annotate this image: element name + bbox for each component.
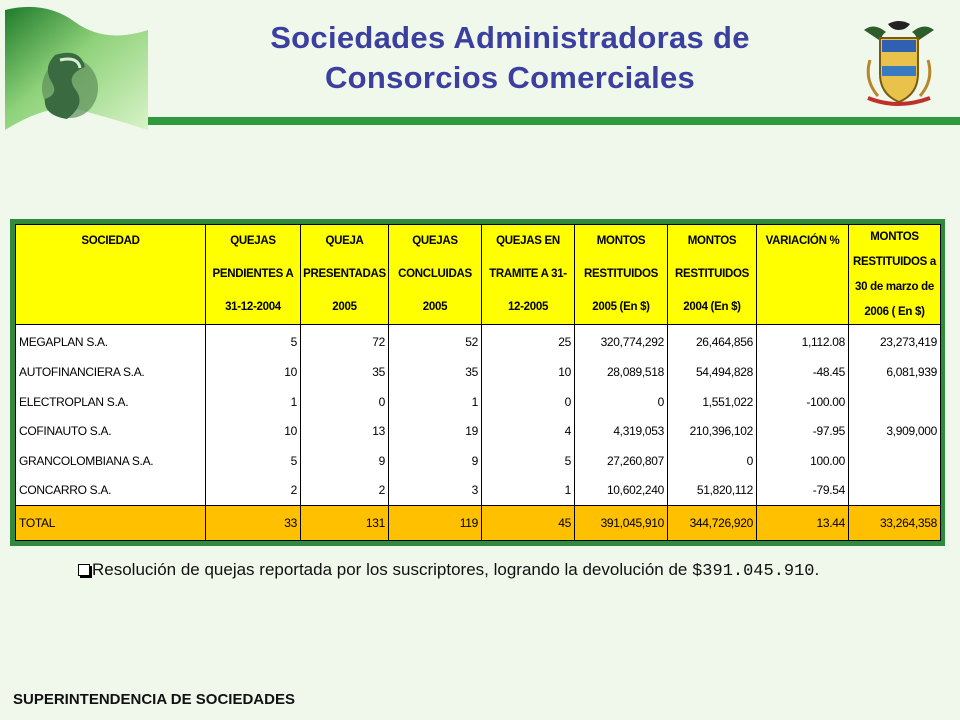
title-line-2: Consorcios Comerciales	[324, 60, 696, 95]
value-cell: 23,273,419	[849, 325, 941, 358]
value-cell	[849, 387, 941, 417]
value-cell: 13.44	[757, 506, 849, 541]
value-cell: 1	[206, 387, 301, 417]
value-cell	[849, 446, 941, 476]
value-cell: 10	[206, 357, 301, 387]
value-cell: 45	[482, 506, 575, 541]
value-cell	[849, 476, 941, 506]
value-cell: 13	[301, 416, 389, 446]
sociedad-cell: ELECTROPLAN S.A.	[16, 387, 206, 417]
value-cell: 4,319,053	[575, 416, 668, 446]
header-montos-2006: MONTOS RESTITUIDOS a 30 de marzo de 2006 ( En $)	[849, 225, 941, 325]
value-cell: 19	[389, 416, 482, 446]
value-cell: -100.00	[757, 387, 849, 417]
table-row	[16, 446, 941, 476]
header-montos-2005: MONTOS RESTITUIDOS 2005 (En $)	[575, 225, 668, 325]
note-end: .	[814, 560, 820, 579]
header-variacion: VARIACIÓN %	[757, 225, 849, 325]
value-cell: 1	[389, 387, 482, 417]
value-cell: 0	[301, 387, 389, 417]
value-cell: 3	[389, 476, 482, 506]
value-cell: -97.95	[757, 416, 849, 446]
table-row	[16, 416, 941, 446]
value-cell: 119	[389, 506, 482, 541]
value-cell: 0	[575, 387, 668, 417]
value-cell: 35	[301, 357, 389, 387]
value-cell: 33	[206, 506, 301, 541]
header-sociedad: SOCIEDAD	[16, 225, 206, 325]
table-row	[16, 357, 941, 387]
sociedad-cell: MEGAPLAN S.A.	[16, 325, 206, 358]
value-cell: 9	[301, 446, 389, 476]
table-header-row	[16, 225, 941, 325]
table-row	[16, 325, 941, 358]
value-cell: -79.54	[757, 476, 849, 506]
header-presentadas: QUEJA PRESENTADAS 2005	[301, 225, 389, 325]
value-cell: 2	[206, 476, 301, 506]
value-cell: 1	[482, 476, 575, 506]
sociedad-cell: TOTAL	[16, 506, 206, 541]
value-cell: 1,551,022	[668, 387, 757, 417]
note-text: Resolución de quejas reportada por los suscriptores, logrando la devolución de	[92, 560, 693, 579]
complaints-table	[15, 224, 941, 541]
sociedad-cell: GRANCOLOMBIANA S.A.	[16, 446, 206, 476]
value-cell: 5	[206, 325, 301, 358]
colombia-coat-of-arms	[860, 20, 938, 110]
value-cell: 4	[482, 416, 575, 446]
value-cell: 35	[389, 357, 482, 387]
value-cell: 100.00	[757, 446, 849, 476]
sociedad-cell: CONCARRO S.A.	[16, 476, 206, 506]
value-cell: 28,089,518	[575, 357, 668, 387]
sociedad-cell: COFINAUTO S.A.	[16, 416, 206, 446]
value-cell: 210,396,102	[668, 416, 757, 446]
header-concluidas: QUEJAS CONCLUIDAS 2005	[389, 225, 482, 325]
value-cell: 1,112.08	[757, 325, 849, 358]
value-cell: 9	[389, 446, 482, 476]
table-total-row	[16, 506, 941, 541]
supersociedades-flag-logo	[0, 0, 150, 150]
value-cell: 0	[668, 446, 757, 476]
value-cell: 25	[482, 325, 575, 358]
value-cell: 52	[389, 325, 482, 358]
checkbox-bullet-icon	[78, 564, 90, 576]
value-cell: 72	[301, 325, 389, 358]
value-cell: 344,726,920	[668, 506, 757, 541]
complaints-table-frame	[10, 219, 945, 546]
value-cell: -48.45	[757, 357, 849, 387]
footer-entity-name: SUPERINTENDENCIA DE SOCIEDADES	[13, 691, 295, 708]
value-cell: 0	[482, 387, 575, 417]
value-cell: 3,909,000	[849, 416, 941, 446]
value-cell: 10,602,240	[575, 476, 668, 506]
header-montos-2004: MONTOS RESTITUIDOS 2004 (En $)	[668, 225, 757, 325]
value-cell: 33,264,358	[849, 506, 941, 541]
value-cell: 51,820,112	[668, 476, 757, 506]
value-cell: 27,260,807	[575, 446, 668, 476]
value-cell: 320,774,292	[575, 325, 668, 358]
value-cell: 2	[301, 476, 389, 506]
value-cell: 26,464,856	[668, 325, 757, 358]
summary-note	[78, 559, 868, 582]
value-cell: 5	[482, 446, 575, 476]
page-title	[200, 18, 820, 98]
value-cell: 131	[301, 506, 389, 541]
header-pendientes: QUEJAS PENDIENTES A 31-12-2004	[206, 225, 301, 325]
value-cell: 10	[482, 357, 575, 387]
value-cell: 6,081,939	[849, 357, 941, 387]
value-cell: 391,045,910	[575, 506, 668, 541]
value-cell: 5	[206, 446, 301, 476]
header-tramite: QUEJAS EN TRAMITE A 31- 12-2005	[482, 225, 575, 325]
note-amount: $391.045.910	[692, 562, 815, 581]
header-rule	[148, 117, 960, 125]
value-cell: 54,494,828	[668, 357, 757, 387]
table-row	[16, 387, 941, 417]
sociedad-cell: AUTOFINANCIERA S.A.	[16, 357, 206, 387]
table-row	[16, 476, 941, 506]
title-line-1: Sociedades Administradoras de	[270, 20, 750, 55]
value-cell: 10	[206, 416, 301, 446]
